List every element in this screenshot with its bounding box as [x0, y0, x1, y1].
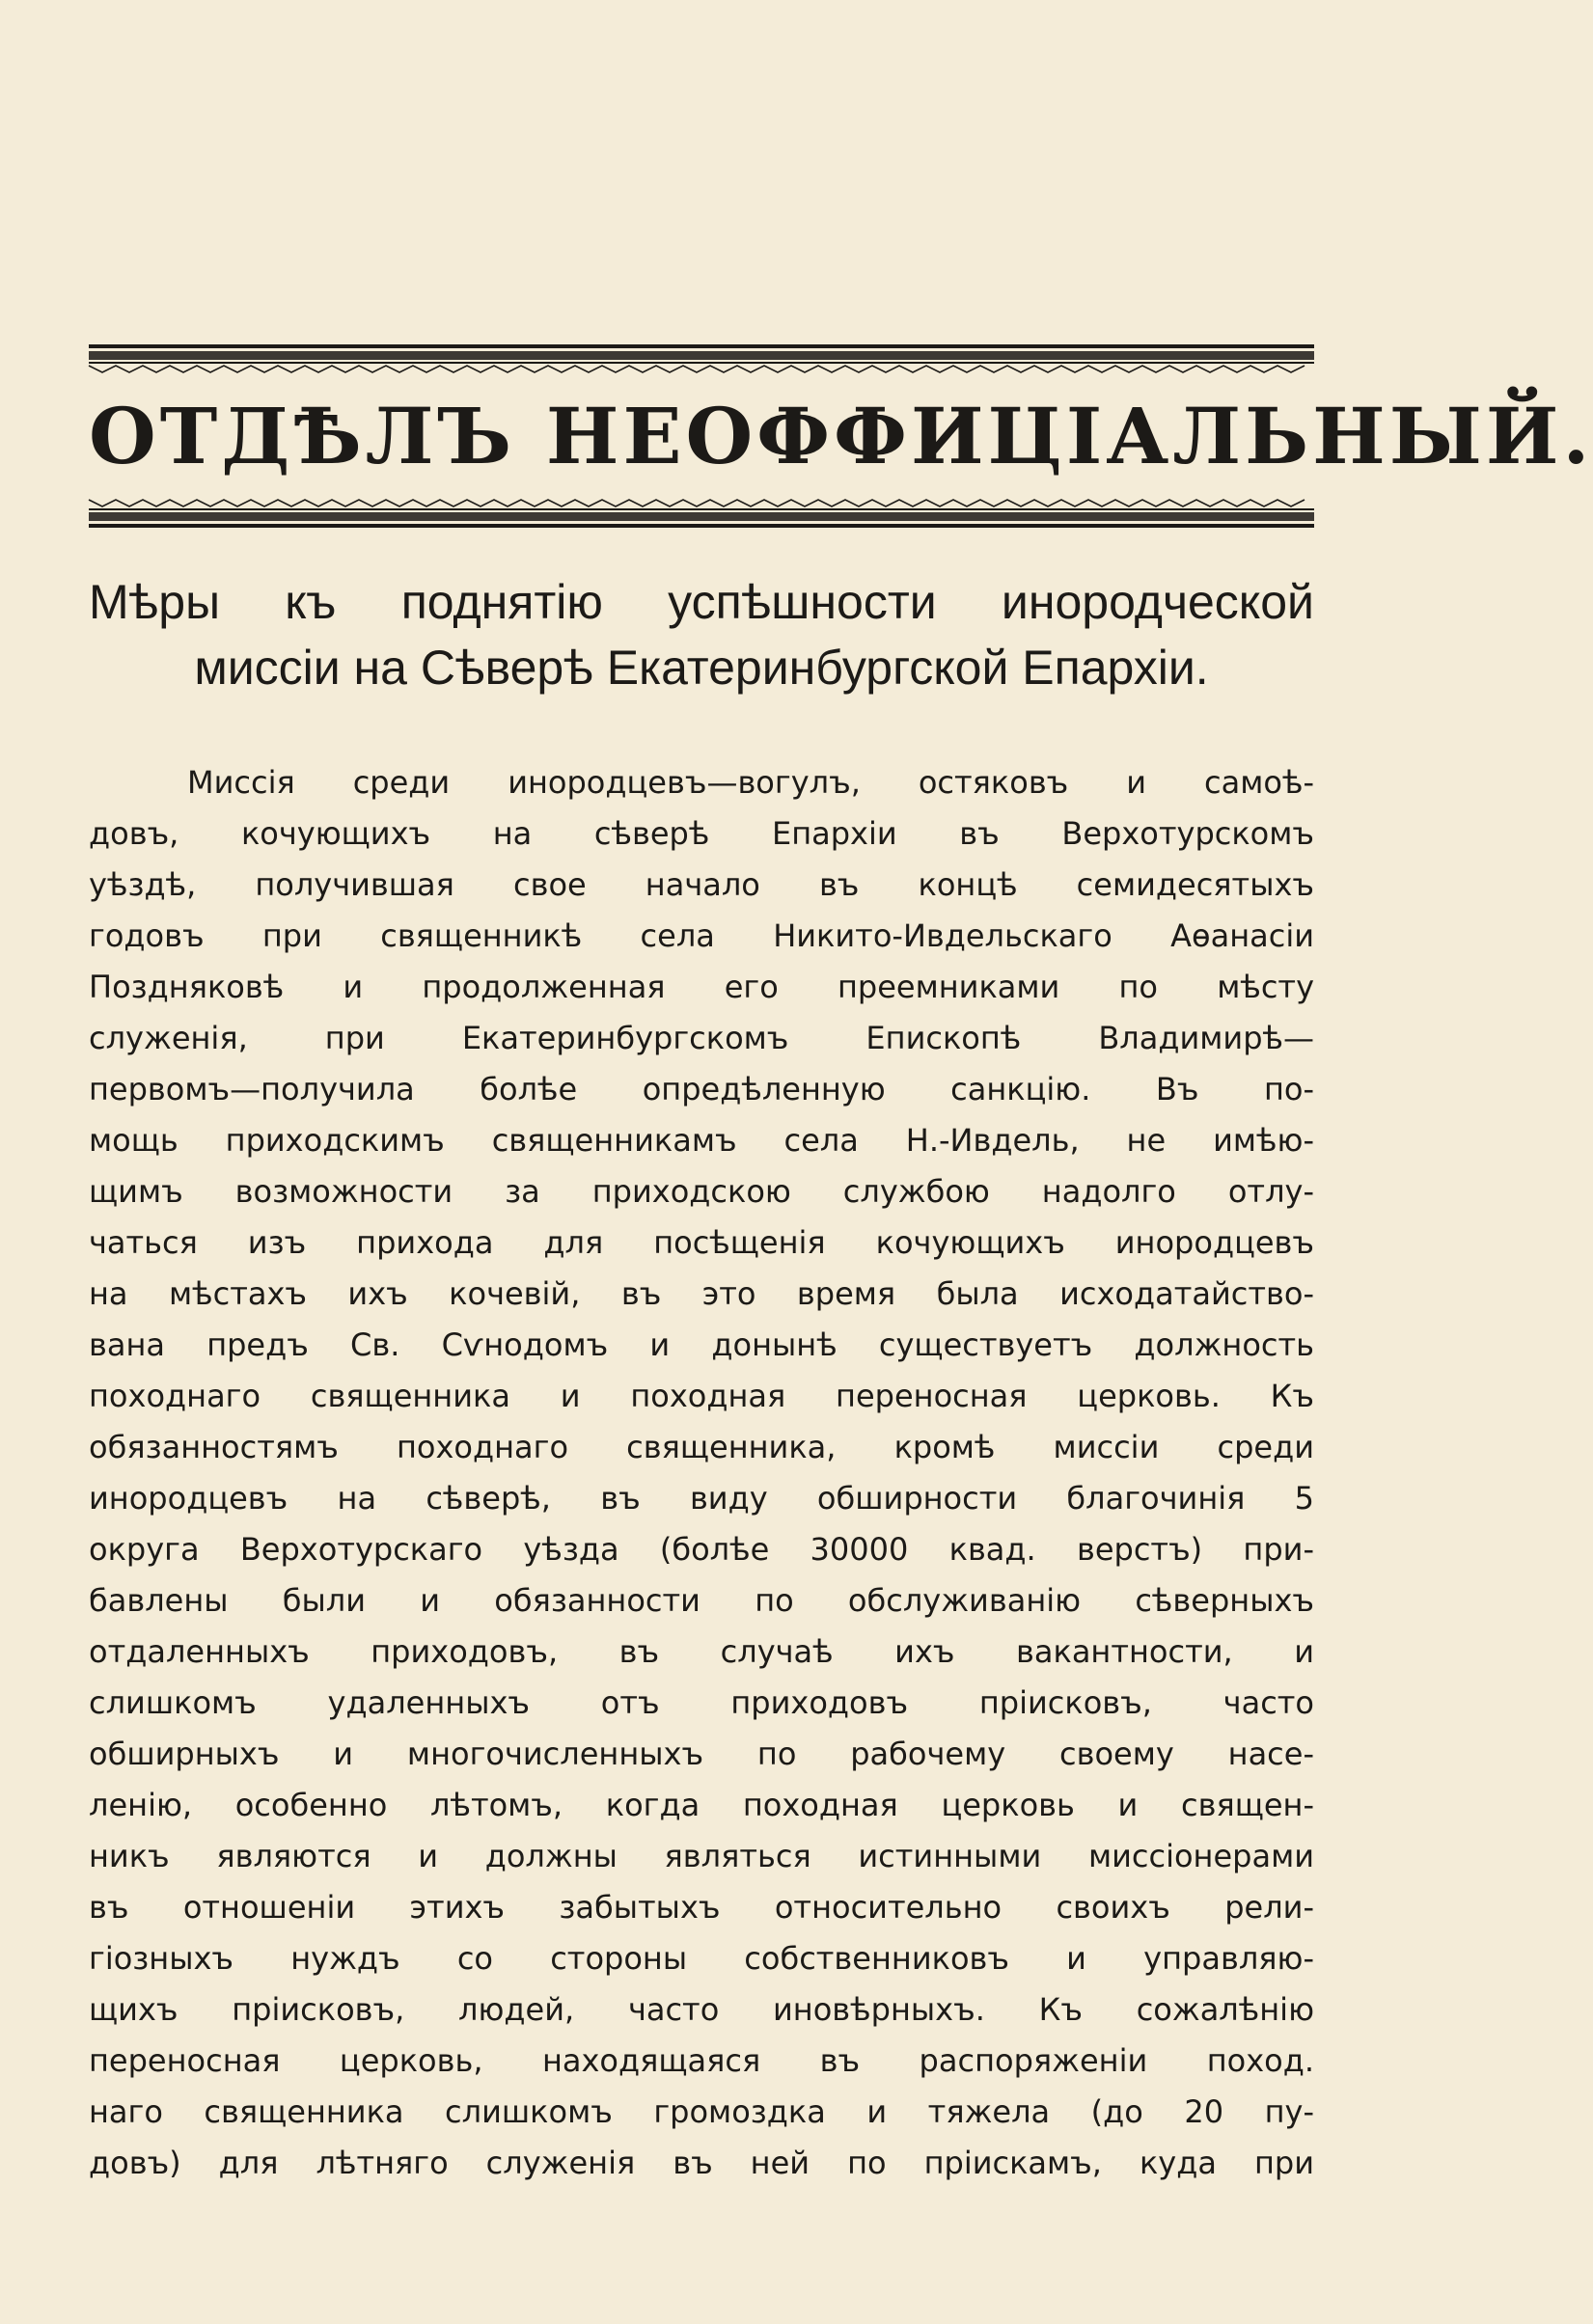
text-line: мощь приходскимъ священникамъ села Н.-Ивдель, не имѣю- — [89, 1122, 1314, 1159]
text-line: бавлены были и обязанности по обслуживанію сѣверныхъ — [89, 1582, 1314, 1619]
text-line: отдаленныхъ приходовъ, въ случаѣ ихъ вакантности, и — [89, 1633, 1314, 1670]
text-line: обязанностямъ походнаго священника, кромѣ миссіи среди — [89, 1429, 1314, 1465]
ornamental-rule-top — [89, 342, 1314, 375]
text-line: инородцевъ на сѣверѣ, въ виду обширности благочинія 5 — [89, 1480, 1314, 1517]
text-line: ленію, особенно лѣтомъ, когда походная церковь и священ- — [89, 1787, 1314, 1823]
text-line: походнаго священника и походная переносная церковь. Къ — [89, 1378, 1314, 1414]
section-title: ОТДѢЛЪ НЕОФФИЦІАЛЬНЫЙ. — [89, 391, 1593, 481]
text-line: округа Верхотурскаго уѣзда (болѣе 30000 квад. верстъ) при- — [89, 1531, 1314, 1568]
text-line: обширныхъ и многочисленныхъ по рабочему своему насе- — [89, 1736, 1314, 1772]
article-title-line-2: миссіи на Сѣверѣ Екатеринбургской Епархіи. — [194, 641, 1209, 695]
text-line: слишкомъ удаленныхъ отъ приходовъ пріисковъ, часто — [89, 1684, 1314, 1721]
text-line: Поздняковѣ и продолженная его преемниками по мѣсту — [89, 969, 1314, 1005]
text-line: никъ являются и должны являться истинными миссіонерами — [89, 1838, 1314, 1874]
text-line: годовъ при священникѣ села Никито-Ивдельскаго Аѳанасіи — [89, 917, 1314, 954]
section-banner — [89, 342, 1593, 531]
text-line: наго священника слишкомъ громоздка и тяжела (до 20 пу- — [89, 2093, 1314, 2130]
text-line: переносная церковь, находящаяся въ распоряженіи поход. — [89, 2042, 1314, 2079]
text-line: въ отношеніи этихъ забытыхъ относительно своихъ рели- — [89, 1889, 1314, 1926]
text-line: щихъ пріисковъ, людей, часто иновѣрныхъ. Къ сожалѣнію — [89, 1991, 1314, 2028]
text-line: на мѣстахъ ихъ кочевій, въ это время была исходатайство- — [89, 1275, 1314, 1312]
text-line: вана предъ Св. Сѵнодомъ и донынѣ существуетъ должность — [89, 1326, 1314, 1363]
text-line: первомъ—получила болѣе опредѣленную санкцію. Въ по- — [89, 1071, 1314, 1107]
ornamental-rule-bottom — [89, 497, 1314, 530]
text-line: гіозныхъ нуждъ со стороны собственниковъ и управляю- — [89, 1940, 1314, 1977]
text-line: чаться изъ прихода для посѣщенія кочующихъ инородцевъ — [89, 1224, 1314, 1261]
text-line: служенія, при Екатеринбургскомъ Епископѣ Владимирѣ— — [89, 1020, 1314, 1056]
article-title-line-1: Мѣры къ поднятію успѣшности инородческой — [89, 575, 1314, 629]
article-title — [89, 569, 1314, 700]
text-line: довъ, кочующихъ на сѣверѣ Епархіи въ Верхотурскомъ — [89, 815, 1314, 852]
text-line: Миссія среди инородцевъ—вогулъ, остяковъ и самоѣ- — [187, 764, 1314, 801]
text-line: щимъ возможности за приходскою службою надолго отлу- — [89, 1173, 1314, 1210]
text-line: уѣздѣ, получившая свое начало въ концѣ семидесятыхъ — [89, 866, 1314, 903]
text-line: довъ) для лѣтняго служенія въ ней по пріискамъ, куда при — [89, 2145, 1314, 2181]
